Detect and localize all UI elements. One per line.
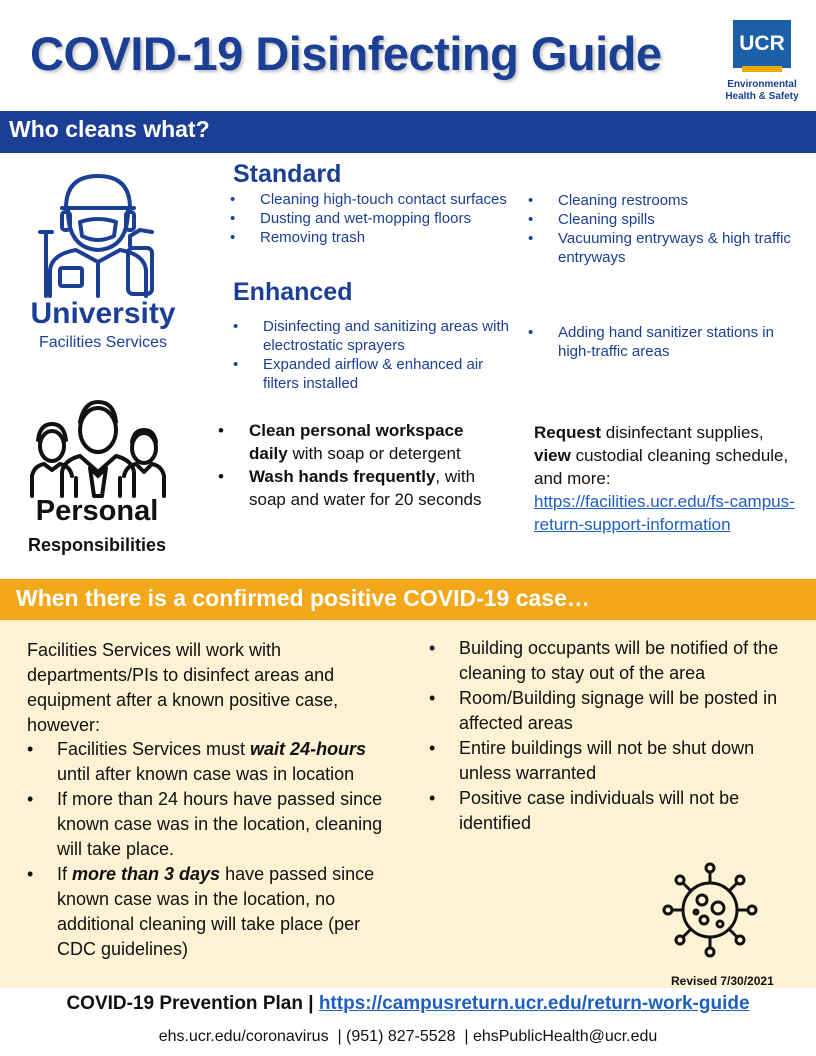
logo-accent (742, 66, 782, 72)
personal-title: Personal (35, 495, 159, 527)
logo-subtitle (723, 79, 801, 103)
list-item: • Cleaning high-touch contact surfaces (230, 190, 520, 209)
standard-list-left (230, 190, 520, 247)
university-subtitle: Facilities Services (38, 334, 168, 351)
personal-subtitle: Responsibilities (27, 535, 167, 555)
ucr-logo (733, 20, 791, 68)
list-item: • If more than 24 hours have passed since known case was in the location, cleaning will take place. (27, 787, 402, 862)
item-text: , with soap and water for 20 seconds (249, 467, 482, 509)
list-item (218, 419, 498, 465)
item-emphasis: wait 24-hours (250, 739, 367, 759)
list-item: • Adding hand sanitizer stations in high-traffic areas (528, 323, 798, 361)
list-item (218, 465, 498, 511)
positive-intro: Facilities Services will work with departments/PIs to disinfect areas and equipment after a known positive case, however: (27, 640, 339, 735)
positive-case-heading: When there is a confirmed positive COVID-19 case… (0, 579, 816, 620)
list-item: • Positive case individuals will not be identified (429, 786, 799, 836)
request-text (534, 421, 804, 536)
enhanced-heading: Enhanced (233, 278, 353, 306)
list-item: • Expanded airflow & enhanced air filters installed (233, 355, 523, 393)
people-group-icon (28, 396, 168, 498)
item-text: If (57, 864, 73, 884)
personal-list (218, 419, 498, 511)
item-text: Facilities Services must (57, 739, 251, 759)
request-text-2: custodial cleaning schedule, and more: (534, 446, 789, 488)
prevention-plan-line (0, 993, 816, 1015)
item-text: until after known case was in location (57, 764, 355, 784)
contact-line: ehs.ucr.edu/coronavirus | (951) 827-5528 | ehsPublicHealth@ucr.edu (158, 1028, 658, 1045)
list-item: • Room/Building signage will be posted in affected areas (429, 686, 799, 736)
item-text: with soap or detergent (287, 444, 461, 463)
standard-heading: Standard (233, 160, 342, 188)
logo-sub-line2: Health & Safety (725, 91, 799, 102)
list-item (27, 737, 402, 787)
list-item: • Cleaning restrooms (528, 191, 798, 210)
virus-icon (660, 862, 760, 958)
request-bold: Request (534, 423, 602, 442)
item-bold: Clean personal workspace daily (249, 421, 464, 463)
list-item: • Disinfecting and sanitizing areas with electrostatic sprayers (233, 317, 523, 355)
positive-list-right (429, 636, 799, 836)
standard-list-right (528, 191, 798, 267)
page-title: COVID-19 Disinfecting Guide (30, 27, 662, 80)
revised-date: Revised 7/30/2021 (671, 974, 774, 988)
list-item (27, 862, 402, 962)
logo-text: UCR (739, 32, 785, 55)
list-item: • Dusting and wet-mopping floors (230, 209, 520, 228)
list-item: • Vacuuming entryways & high traffic entryways (528, 229, 798, 267)
view-bold: view (534, 446, 571, 465)
plan-link[interactable]: https://campusreturn.ucr.edu/return-work-guide (318, 993, 750, 1014)
facilities-link[interactable]: https://facilities.ucr.edu/fs-campus-return-support-information (534, 492, 795, 534)
item-text: have passed since known case was in the location, no additional cleaning will take place (per CDC guidelines) (57, 864, 375, 959)
list-item: • Removing trash (230, 228, 520, 247)
list-item: • Cleaning spills (528, 210, 798, 229)
request-text-1: disinfectant supplies, (601, 423, 764, 442)
who-cleans-heading: Who cleans what? (0, 111, 816, 153)
logo-sub-line1: Environmental (727, 79, 797, 90)
enhanced-list-left (233, 317, 523, 393)
custodian-worker-icon (36, 170, 160, 298)
list-item: • Building occupants will be notified of the cleaning to stay out of the area (429, 636, 799, 686)
item-bold: Wash hands frequently (249, 467, 436, 486)
enhanced-list-right (528, 323, 798, 361)
item-emphasis: more than 3 days (72, 864, 221, 884)
university-title: University (30, 297, 176, 330)
list-item: • Entire buildings will not be shut down unless warranted (429, 736, 799, 786)
plan-label: COVID-19 Prevention Plan | (66, 993, 319, 1014)
positive-list-left (27, 737, 402, 962)
